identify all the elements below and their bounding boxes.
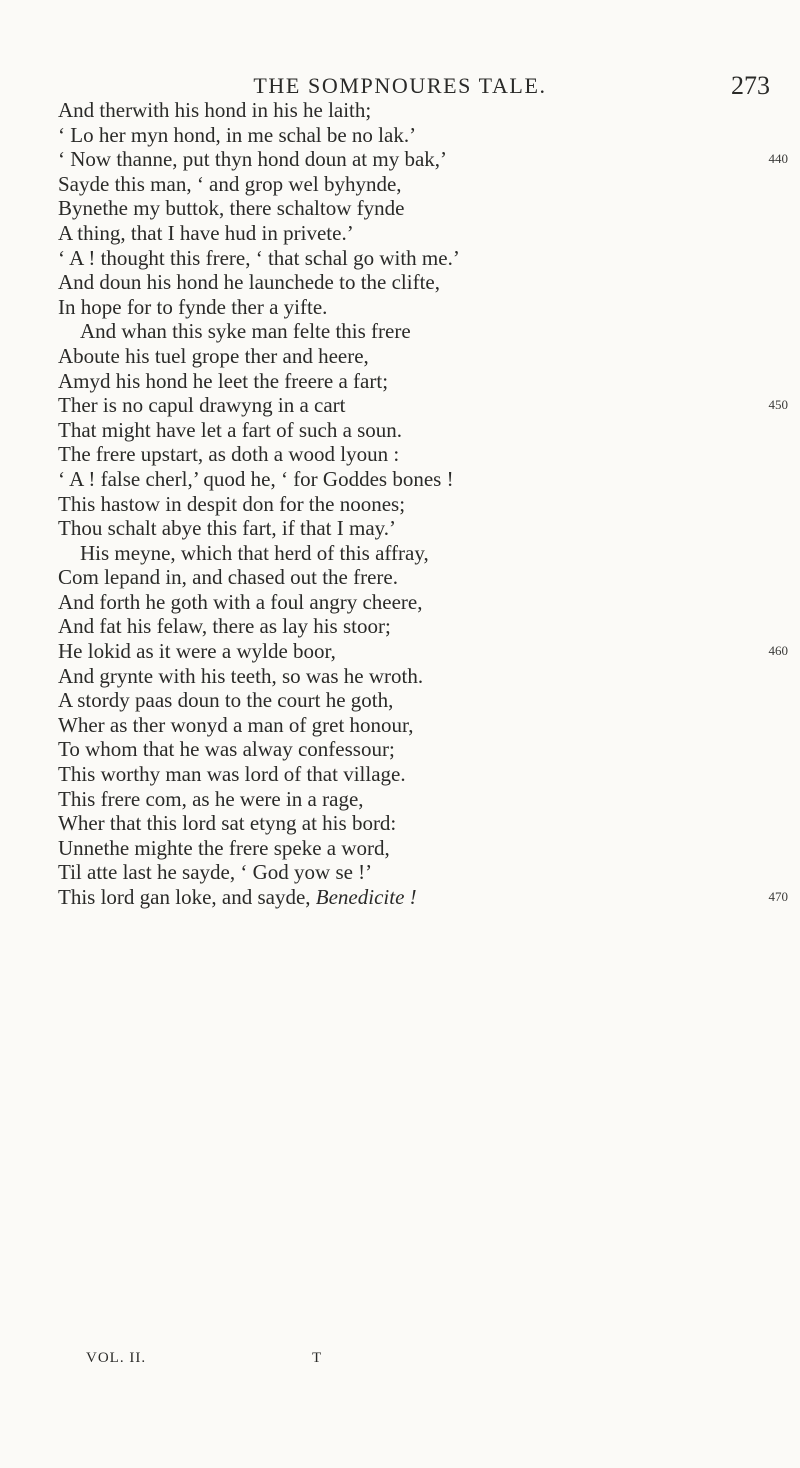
verse-text: Com lepand in, and chased out the frere. <box>58 565 398 590</box>
verse-line <box>58 762 728 787</box>
verse-text: Amyd his hond he leet the freere a fart; <box>58 368 389 393</box>
verse-text: This worthy man was lord of that village. <box>58 762 406 787</box>
verse-line <box>58 196 728 221</box>
verse-line <box>58 664 728 689</box>
verse-text: Til atte last he sayde, ‘ God yow se !’ <box>58 860 373 885</box>
verse-line <box>58 344 728 369</box>
verse-line <box>58 614 728 639</box>
verse-text: Ther is no capul drawyng in a cart <box>58 393 346 418</box>
verse-text: Sayde this man, ‘ and grop wel byhynde, <box>58 171 402 196</box>
verse-line <box>58 123 728 148</box>
verse-text: ‘ A ! thought this frere, ‘ that schal go with me.’ <box>58 245 460 270</box>
verse-line <box>58 467 728 492</box>
verse-text: This frere com, as he were in a rage, <box>58 786 364 811</box>
verse-text: His meyne, which that herd of this affray, <box>80 540 429 565</box>
verse-italic-text: Benedicite ! <box>315 885 417 909</box>
running-header: THE SOMPNOURES TALE. <box>253 73 547 98</box>
verse-line <box>58 639 788 664</box>
verse-text: To whom that he was alway confessour; <box>58 737 395 762</box>
verse-text: Wher that this lord sat etyng at his bord: <box>58 811 397 836</box>
verse-line <box>58 737 728 762</box>
line-number: 450 <box>768 397 788 413</box>
verse-text: And doun his hond he launchede to the clifte, <box>58 270 440 295</box>
verse-text: The frere upstart, as doth a wood lyoun : <box>58 442 400 467</box>
verse-text: He lokid as it were a wylde boor, <box>58 639 336 664</box>
verse-line <box>58 221 728 246</box>
verse-text: A stordy paas doun to the court he goth, <box>58 688 394 713</box>
verse-line <box>58 590 728 615</box>
verse-line <box>58 319 728 344</box>
verse-text: ‘ Now thanne, put thyn hond doun at my bak,’ <box>58 147 448 172</box>
line-number: 470 <box>768 889 788 904</box>
verse-line <box>58 492 728 517</box>
volume-label: VOL. II. <box>86 1350 147 1366</box>
verse-text: And forth he goth with a foul angry cheere, <box>58 589 423 614</box>
verse-text: That might have let a fart of such a soun. <box>58 417 403 442</box>
verse-text: ‘ Lo her myn hond, in me schal be no lak.’ <box>58 122 417 147</box>
verse-line <box>58 565 728 590</box>
verse-text: And whan this syke man felte this frere <box>80 319 411 344</box>
signature-mark: T <box>312 1350 323 1366</box>
verse-line <box>58 270 728 295</box>
verse-text: And grynte with his teeth, so was he wroth. <box>58 663 424 688</box>
verse-line <box>58 418 728 443</box>
verse-line <box>58 787 728 812</box>
verse-text: A thing, that I have hud in privete.’ <box>58 220 354 245</box>
line-number: 460 <box>768 643 788 659</box>
verse-line <box>58 516 728 541</box>
verse-text: Bynethe my buttok, there schaltow fynde <box>58 196 405 221</box>
page-number: 273 <box>731 71 770 100</box>
verse-line <box>58 442 728 467</box>
verse-text: Unnethe mighte the frere speke a word, <box>58 835 390 860</box>
poem-text <box>58 98 788 910</box>
verse-text: This hastow in despit don for the noones; <box>58 491 406 516</box>
verse-line <box>58 369 728 394</box>
verse-line <box>58 885 788 910</box>
verse-text: Aboute his tuel grope ther and heere, <box>58 343 369 368</box>
verse-line <box>58 811 728 836</box>
verse-line <box>58 295 728 320</box>
line-number: 440 <box>768 151 788 167</box>
verse-line <box>58 836 728 861</box>
verse-line <box>58 541 728 566</box>
verse-line <box>58 393 788 418</box>
verse-text: Thou schalt abye this fart, if that I may.’ <box>58 516 397 541</box>
verse-line <box>58 147 788 172</box>
verse-text: And fat his felaw, there as lay his stoor; <box>58 614 391 639</box>
verse-text: ‘ A ! false cherl,’ quod he, ‘ for Goddes bones ! <box>58 466 454 491</box>
verse-line <box>58 688 728 713</box>
verse-text: In hope for to fynde ther a yifte. <box>58 294 328 319</box>
verse-text: Wher as ther wonyd a man of gret honour, <box>58 712 414 737</box>
verse-line <box>58 713 728 738</box>
verse-line <box>58 172 728 197</box>
verse-line <box>58 860 728 885</box>
verse-line <box>58 246 728 271</box>
verse-text: And therwith his hond in his he laith; <box>58 98 372 122</box>
footer <box>86 1346 326 1370</box>
verse-text: This lord gan loke, and sayde, <box>58 885 316 909</box>
verse-line <box>58 98 728 123</box>
